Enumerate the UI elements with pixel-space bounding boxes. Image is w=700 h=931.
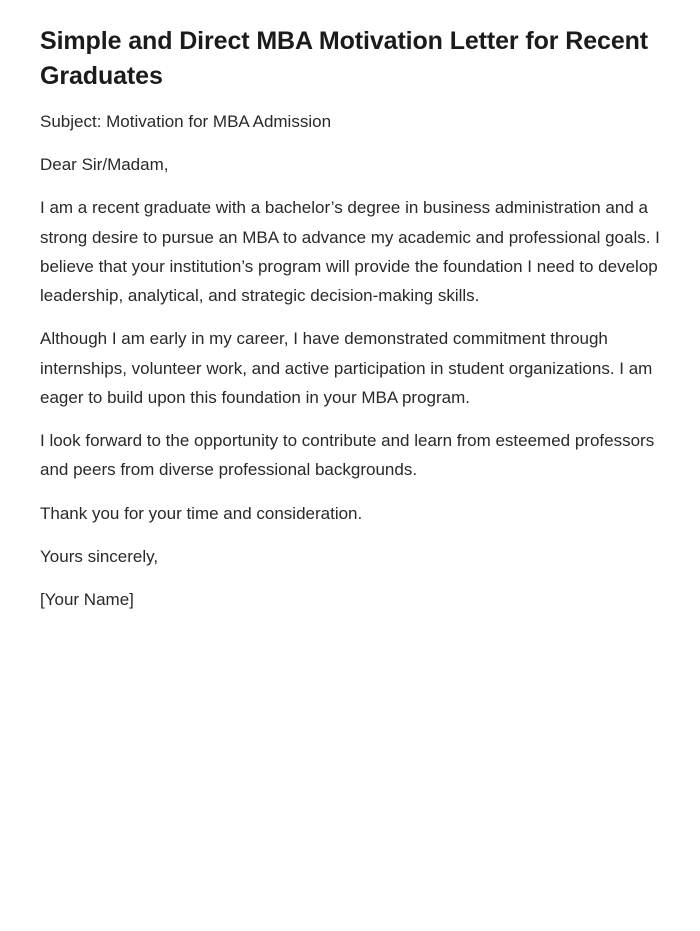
letter-closing: Yours sincerely, [40, 546, 159, 566]
letter-thanks-line: Thank you for your time and consideration. [40, 503, 363, 523]
letter-body-paragraph-2: Although I am early in my career, I have demonstrated commitment through internships, volunteer work, and active participation in student organizations. I am eager to build upon this foundation in your MBA program. [40, 329, 653, 407]
letter-body-paragraph-1: I am a recent graduate with a bachelor’s degree in business administration and a strong desire to pursue an MBA to advance my academic and professional goals. I believe that your institution’s program will provide the foundation I need to develop leadership, analytical, and strategic decision-making skills. [40, 198, 660, 306]
page-title: Simple and Direct MBA Motivation Letter for Recent Graduates [40, 27, 649, 90]
letter-salutation: Dear Sir/Madam, [40, 155, 169, 175]
letter-body-paragraph-3: I look forward to the opportunity to contribute and learn from esteemed professors and peers from diverse professional backgrounds. [40, 431, 655, 480]
letter-subject-line: Subject: Motivation for MBA Admission [40, 112, 332, 131]
letter-signature-placeholder: [Your Name] [40, 590, 134, 610]
